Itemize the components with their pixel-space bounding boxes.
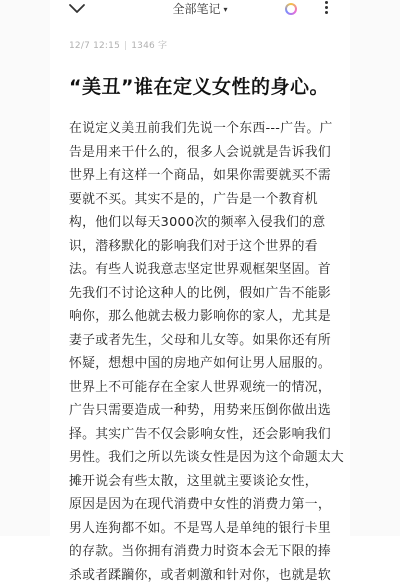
- caret-down-icon: ▾: [224, 5, 228, 14]
- note-body-line: 构，他们以每天3000次的频率入侵我们的意: [69, 211, 337, 235]
- note-body-line: 原因是因为在现代消费中女性的消费力第一，: [69, 493, 337, 517]
- note-body-line: 摊开说会有些太散，这里就主要谈论女性，: [69, 470, 337, 494]
- note-body-line: 妻子或者先生，父母和儿女等。如果你还有所: [69, 329, 337, 353]
- note-body-line: 要就不买。其实不是的，广告是一个教育机: [69, 188, 337, 212]
- note-body-line: 在说定义美丑前我们先说一个东西---广告。广: [69, 117, 337, 141]
- theme-color-icon[interactable]: [285, 3, 297, 15]
- note-body-line: 男性。我们之所以先谈女性是因为这个命题太大: [69, 446, 337, 470]
- note-body-line: 的存款。当你拥有消费力时资本会无下限的捧: [69, 540, 337, 564]
- folder-selector[interactable]: [50, 2, 350, 17]
- more-options-icon[interactable]: [323, 1, 329, 17]
- note-body-line: 广告只需要造成一种势，用势来压倒你做出选: [69, 399, 337, 423]
- note-body[interactable]: [69, 117, 337, 587]
- note-body-line: 识，潜移默化的影响我们对于这个世界的看: [69, 235, 337, 259]
- right-margin: [350, 0, 400, 536]
- note-meta: [69, 38, 167, 51]
- meta-separator: |: [124, 41, 127, 51]
- folder-label: 全部笔记: [172, 2, 220, 16]
- note-body-line: 先我们不讨论这种人的比例，假如广告不能影: [69, 282, 337, 306]
- note-title[interactable]: “美丑”谁在定义女性的身心。: [69, 74, 339, 100]
- note-body-line: 择。其实广告不仅会影响女性，还会影响我们: [69, 423, 337, 447]
- note-body-line: 杀或者蹂躏你，或者刺激和针对你，也就是软: [69, 564, 337, 587]
- note-datetime: 12/7 12:15: [69, 41, 120, 51]
- top-bar: [50, 0, 350, 22]
- left-margin: [0, 0, 50, 536]
- note-char-count: 1346 字: [131, 41, 167, 51]
- note-body-line: 世界上有这样一个商品，如果你需要就买不需: [69, 164, 337, 188]
- note-screen: [50, 0, 350, 536]
- note-body-line: 告是用来干什么的，很多人会说就是告诉我们: [69, 141, 337, 165]
- note-body-line: 法。有些人说我意志坚定世界观框架坚固。首: [69, 258, 337, 282]
- note-body-line: 响你，那么他就去极力影响你的家人，尤其是: [69, 305, 337, 329]
- note-body-line: 男人连狗都不如。不是骂人是单纯的银行卡里: [69, 517, 337, 541]
- note-body-line: 怀疑，想想中国的房地产如何让男人屈服的。: [69, 352, 337, 376]
- note-body-line: 世界上不可能存在全家人世界观统一的情况，: [69, 376, 337, 400]
